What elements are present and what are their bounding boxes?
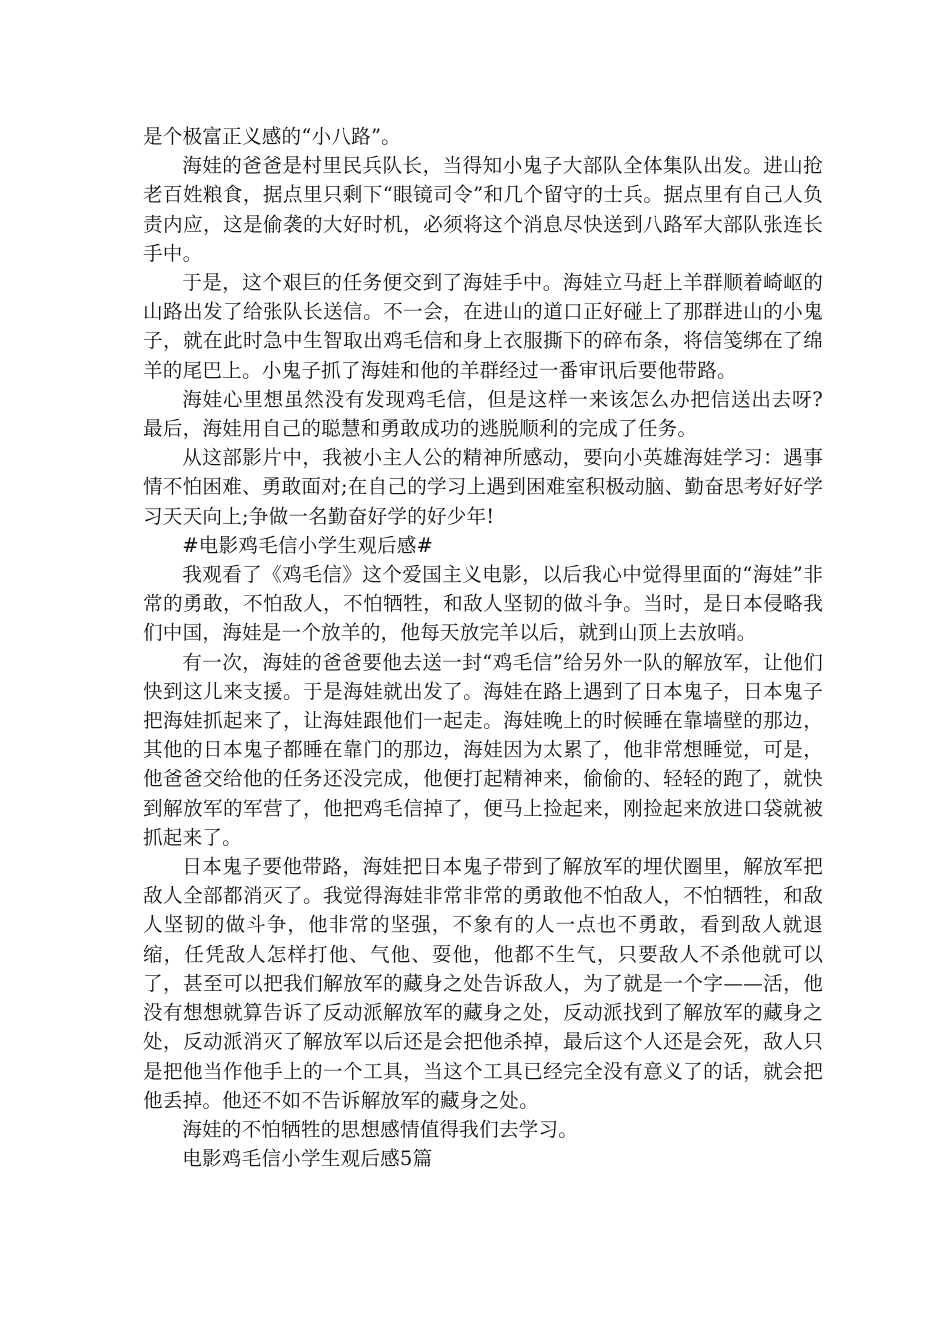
- paragraph-father-militia: 海娃的爸爸是村里民兵队长，当得知小鬼子大部队全体集队出发。进山抢老百姓粮食，据点里只剩下“眼镜司令”和几个留守的士兵。据点里有自己人负责内应，这是偷袭的大好时机，必须将这个消息尽快送到八路军大部队张连长手中。: [143, 154, 823, 265]
- document-page: [143, 122, 823, 1173]
- paragraph-lesson: 从这部影片中，我被小主人公的精神所感动，要向小英雄海娃学习：遇事情不怕困难、勇敢面对;在自己的学习上遇到困难室积极动脑、勤奋思考好好学习天天向上;争做一名勤奋好学的好少年!: [143, 446, 823, 528]
- paragraph-escape: 海娃心里想虽然没有发现鸡毛信，但是这样一来该怎么办把信送出去呀?最后，海娃用自己的聪慧和勇敢成功的逃脱顺利的完成了任务。: [143, 387, 823, 441]
- section-heading: #电影鸡毛信小学生观后感#: [182, 533, 434, 557]
- paragraph-watched-film: 我观看了《鸡毛信》这个爱国主义电影，以后我心中觉得里面的“海娃”非常的勇敢，不怕敌人，不怕牺牲，和敌人坚韧的做斗争。当时，是日本侵略我们中国，海娃是一个放羊的，他每天放完羊以后，就到山顶上去放哨。: [143, 563, 823, 645]
- paragraph-task-handed: 于是，这个艰巨的任务便交到了海娃手中。海娃立马赶上羊群顺着崎岖的山路出发了给张队长送信。不一会，在进山的道口正好碰上了那群进山的小鬼子，就在此时急中生智取出鸡毛信和身上衣服撕下的碎布条，将信笺绑在了绵羊的尾巴上。小鬼子抓了海娃和他的羊群经过一番审讯后要他带路。: [143, 271, 823, 382]
- paragraph-conclusion: 海娃的不怕牺牲的思想感情值得我们去学习。: [182, 1117, 579, 1141]
- document-footer-title: 电影鸡毛信小学生观后感5篇: [182, 1147, 433, 1171]
- paragraph-continuation: 是个极富正义感的“小八路”。: [143, 125, 401, 148]
- paragraph-ambush: 日本鬼子要他带路，海娃把日本鬼子带到了解放军的埋伏圈里，解放军把敌人全部都消灭了。我觉得海娃非常非常的勇敢他不怕敌人，不怕牺牲，和敌人坚韧的做斗争，他非常的坚强，不象有的人一点也不勇敢，看到敌人就退缩，任凭敌人怎样打他、气他、耍他，他都不生气，只要敌人不杀他就可以了，甚至可以把我们解放军的藏身之处告诉敌人，为了就是一个字——活，他没有想想就算告诉了反动派解放军的藏身之处，反动派找到了解放军的藏身之处，反动派消灭了解放军以后还是会把他杀掉，最后这个人还是会死，敌人只是把他当作他手上的一个工具，当这个工具已经完全没有意义了的话，就会把他丢掉。他还不如不告诉解放军的藏身之处。: [143, 855, 823, 1112]
- paragraph-one-time: 有一次，海娃的爸爸要他去送一封“鸡毛信”给另外一队的解放军，让他们快到这儿来支援。于是海娃就出发了。海娃在路上遇到了日本鬼子，日本鬼子把海娃抓起来了，让海娃跟他们一起走。海娃晚上的时候睡在靠墙壁的那边，其他的日本鬼子都睡在靠门的那边，海娃因为太累了，他非常想睡觉，可是，他爸爸交给他的任务还没完成，他便打起精神来，偷偷的、轻轻的跑了，就快到解放军的军营了，他把鸡毛信掉了，便马上捡起来，刚捡起来放进口袋就被抓起来了。: [143, 650, 823, 849]
